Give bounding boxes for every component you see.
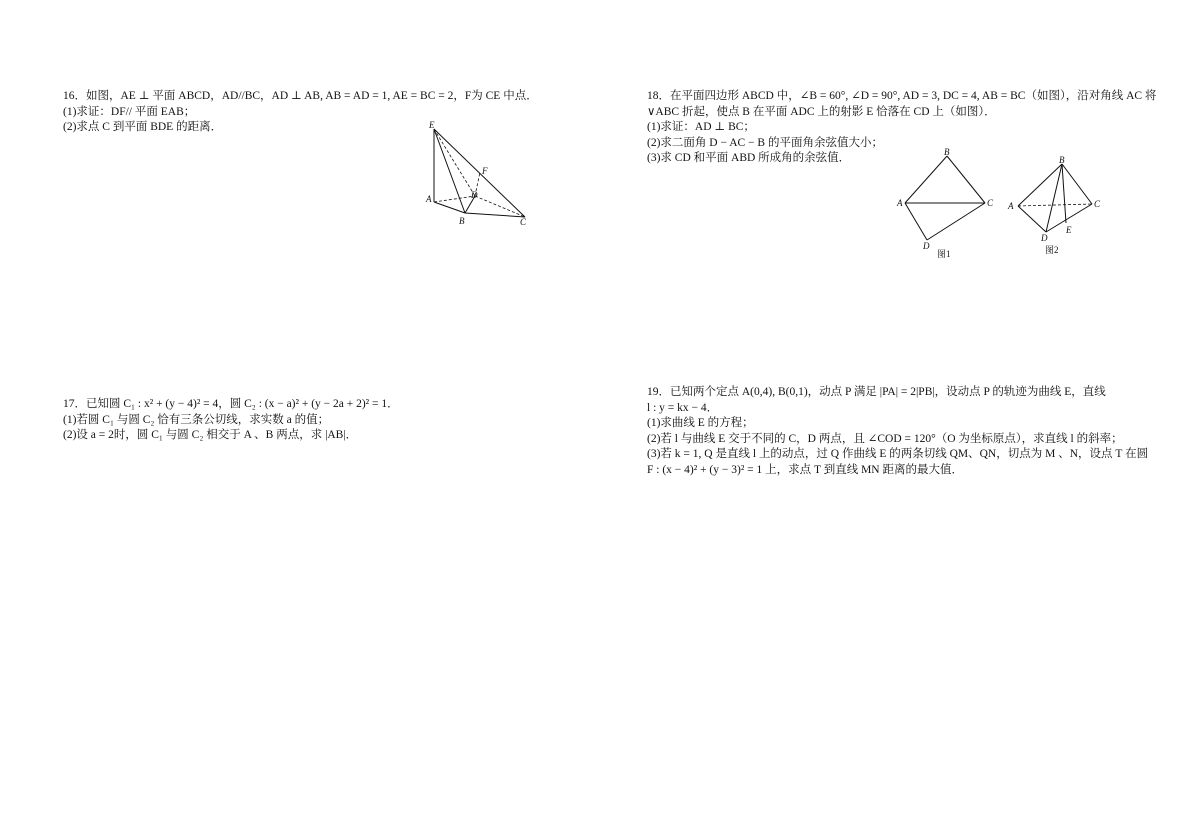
problem-16-figure	[420, 120, 535, 232]
problem-18-part-3: (3)求 CD 和平面 ABD 所成角的余弦值．	[647, 152, 851, 164]
problem-16-part-2: (2)求点 C 到平面 BDE 的距离．	[63, 121, 223, 133]
label-C: C	[520, 217, 527, 227]
problem-17-part-2: (2)设 a = 2时，圆 C₁ 与圆 C₂ 相交于 A 、B 两点，求 |AB|．	[63, 429, 358, 441]
problem-18-figure-1	[893, 148, 1003, 263]
label-F: F	[482, 166, 488, 176]
edge-EB	[434, 129, 465, 213]
edge-EC	[434, 129, 525, 217]
figure-1-caption: 图1	[937, 249, 951, 259]
problem-18-part-2: (2)求二面角 D − AC − B 的平面角余弦值大小；	[647, 136, 883, 149]
label-D: D	[471, 190, 478, 200]
problem-18-part-1: (1)求证：AD ⊥ BC；	[647, 121, 755, 133]
label-A: A	[1008, 201, 1014, 211]
problem-18-statement-cont: ∨ABC 折起，使点 B 在平面 ADC 上的射影 E 恰落在 CD 上（如图）．	[647, 105, 996, 118]
problem-19-part-3-cont: F : (x − 4)² + (y − 3)² = 1 上，求点 T 到直线 MN 距离的最大值．	[647, 463, 963, 476]
label-D: D	[1041, 233, 1048, 243]
label-A: A	[897, 198, 903, 208]
edge-AD	[1018, 206, 1046, 232]
problem-17-part-1: (1)若圆 C₁ 与圆 C₂ 恰有三条公切线，求实数 a 的值；	[63, 413, 330, 426]
problem-17-statement: 17．已知圆 C₁ : x² + (y − 4)² = 4，圆 C₂ : (x − a)² + (y − 2a + 2)² = 1．	[63, 398, 399, 410]
edge-AB	[905, 156, 947, 203]
edge-AC	[1018, 204, 1092, 206]
edge-AB	[1018, 164, 1062, 206]
label-E: E	[1066, 225, 1072, 235]
edge-BC	[1062, 164, 1092, 204]
problem-16-part-1: (1)求证：DF// 平面 EAB；	[63, 105, 196, 118]
edge-DC	[927, 203, 985, 240]
label-C: C	[987, 198, 994, 208]
edge-AD	[434, 196, 475, 202]
problem-17	[63, 397, 583, 444]
label-E: E	[429, 120, 435, 130]
problem-18-figure-2	[1004, 155, 1114, 265]
problem-16-statement: 16．如图，AE ⊥ 平面 ABCD，AD//BC，AD ⊥ AB, AB = AD = 1, AE = BC = 2，F为 CE 中点．	[63, 90, 538, 102]
label-D: D	[923, 241, 930, 251]
problem-19-part-3: (3)若 k = 1, Q 是直线 l 上的动点，过 Q 作曲线 E 的两条切线 QM、QN，切点为 M 、N，设点 T 在圆	[647, 448, 1149, 460]
edge-BE	[1062, 164, 1066, 223]
problem-19-statement-cont: l : y = kx − 4．	[647, 401, 719, 414]
problem-19-statement: 19．已知两个定点 A(0,4), B(0,1)，动点 P 满足 |PA| = 2|PB|，设动点 P 的轨迹为曲线 E，直线	[647, 386, 1106, 398]
problem-19-part-2: (2)若 l 与曲线 E 交于不同的 C，D 两点，且 ∠COD = 120°（O 为坐标原点），求直线 l 的斜率；	[647, 432, 1123, 445]
label-B: B	[459, 216, 465, 226]
label-B: B	[944, 148, 950, 157]
edge-BC	[947, 156, 985, 203]
label-A: A	[426, 194, 432, 204]
problem-18-statement: 18．在平面四边形 ABCD 中，∠B = 60°, ∠D = 90°, AD = 3, DC = 4, AB = BC（如图），沿对角线 AC 将	[647, 90, 1157, 102]
problem-19	[647, 385, 1147, 478]
problem-19-part-1: (1)求曲线 E 的方程；	[647, 417, 754, 429]
label-C: C	[1094, 199, 1101, 209]
edge-AB	[434, 202, 465, 213]
figure-2-caption: 图2	[1045, 245, 1059, 255]
label-B: B	[1059, 155, 1065, 165]
edge-AD	[905, 203, 927, 240]
edge-BD	[1046, 164, 1062, 232]
edge-BC	[465, 213, 525, 217]
